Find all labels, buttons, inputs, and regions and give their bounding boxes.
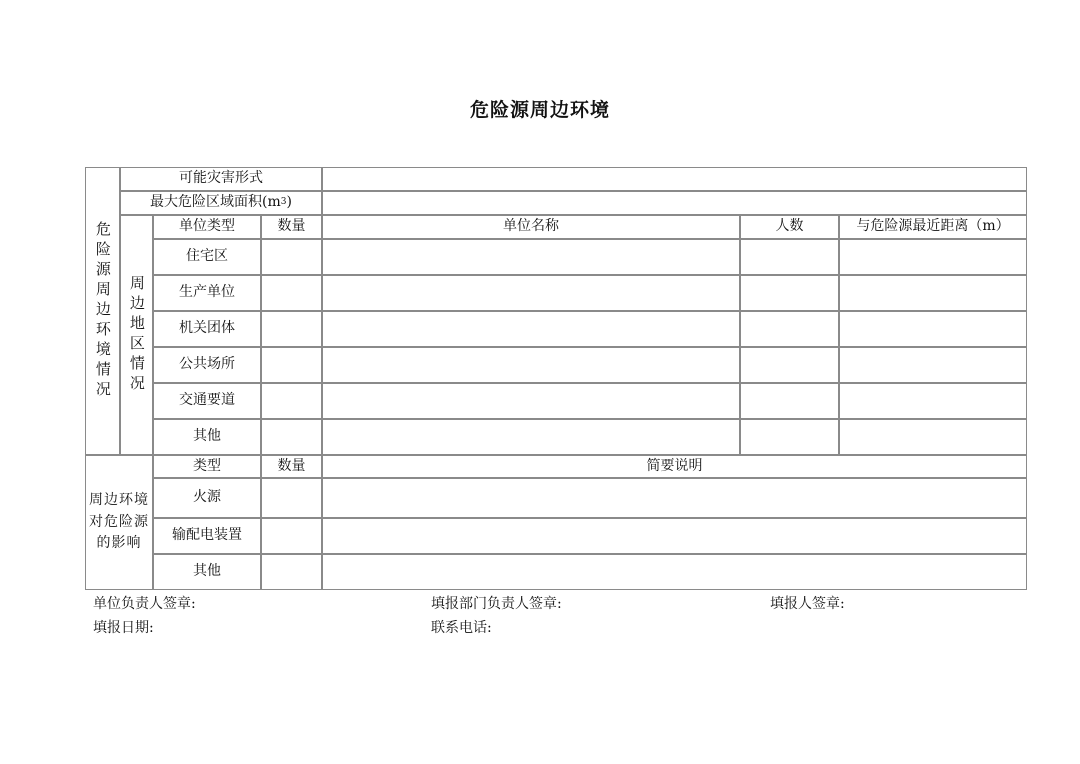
row-label-traffic: 交通要道 <box>153 383 261 419</box>
row-label-residential: 住宅区 <box>153 239 261 275</box>
header-description: 简要说明 <box>322 455 1027 478</box>
row-distance-cell[interactable] <box>839 419 1027 455</box>
max-area-input[interactable] <box>322 191 1027 215</box>
dept-head-signature: 填报部门负责人签章: <box>431 596 562 612</box>
row-label-fire-source: 火源 <box>153 478 261 518</box>
row-people-cell[interactable] <box>740 239 839 275</box>
header-count-2: 数量 <box>261 455 322 478</box>
row-count-cell[interactable] <box>261 347 322 383</box>
section2-label <box>85 455 153 590</box>
unit-head-signature: 单位负责人签章: <box>93 596 196 612</box>
row-count-cell[interactable] <box>261 554 322 590</box>
disaster-form-input[interactable] <box>322 167 1027 191</box>
row-name-cell[interactable] <box>322 239 740 275</box>
row-name-cell[interactable] <box>322 275 740 311</box>
row-people-cell[interactable] <box>740 311 839 347</box>
disaster-form-label: 可能灾害形式 <box>120 167 322 191</box>
row-name-cell[interactable] <box>322 383 740 419</box>
max-area-label <box>120 191 322 215</box>
filler-signature: 填报人签章: <box>770 596 845 612</box>
row-description-cell[interactable] <box>322 554 1027 590</box>
row-description-cell[interactable] <box>322 518 1027 554</box>
max-area-text: 最大危险区域面积(m <box>150 194 281 211</box>
contact-phone: 联系电话: <box>431 620 492 636</box>
row-label-other-2: 其他 <box>153 554 261 590</box>
row-count-cell[interactable] <box>261 275 322 311</box>
row-count-cell[interactable] <box>261 419 322 455</box>
row-count-cell[interactable] <box>261 311 322 347</box>
row-name-cell[interactable] <box>322 347 740 383</box>
row-distance-cell[interactable] <box>839 239 1027 275</box>
row-people-cell[interactable] <box>740 419 839 455</box>
header-count: 数量 <box>261 215 322 239</box>
section1-label: 危险源周边环境情况 <box>85 167 120 455</box>
row-distance-cell[interactable] <box>839 311 1027 347</box>
row-distance-cell[interactable] <box>839 383 1027 419</box>
row-count-cell[interactable] <box>261 478 322 518</box>
row-label-power-equipment: 输配电装置 <box>153 518 261 554</box>
row-label-public-places: 公共场所 <box>153 347 261 383</box>
row-people-cell[interactable] <box>740 347 839 383</box>
row-count-cell[interactable] <box>261 518 322 554</box>
row-people-cell[interactable] <box>740 383 839 419</box>
page-title: 危险源周边环境 <box>469 99 610 121</box>
row-label-government: 机关团体 <box>153 311 261 347</box>
row-label-other: 其他 <box>153 419 261 455</box>
row-name-cell[interactable] <box>322 311 740 347</box>
header-type: 类型 <box>153 455 261 478</box>
row-count-cell[interactable] <box>261 383 322 419</box>
row-distance-cell[interactable] <box>839 275 1027 311</box>
section2-label-text: 周边环境对危险源的影响 <box>89 491 149 552</box>
header-unit-name: 单位名称 <box>322 215 740 239</box>
max-area-close: ) <box>286 194 292 211</box>
row-label-production: 生产单位 <box>153 275 261 311</box>
max-area-sup: 3 <box>280 197 287 208</box>
header-people: 人数 <box>740 215 839 239</box>
fill-date: 填报日期: <box>93 620 154 636</box>
row-description-cell[interactable] <box>322 478 1027 518</box>
header-unit-type: 单位类型 <box>153 215 261 239</box>
row-distance-cell[interactable] <box>839 347 1027 383</box>
header-distance: 与危险源最近距离（m） <box>839 215 1027 239</box>
hazard-environment-table <box>85 167 1027 590</box>
row-name-cell[interactable] <box>322 419 740 455</box>
surrounding-area-label: 周边地区情况 <box>120 215 153 455</box>
row-count-cell[interactable] <box>261 239 322 275</box>
row-people-cell[interactable] <box>740 275 839 311</box>
